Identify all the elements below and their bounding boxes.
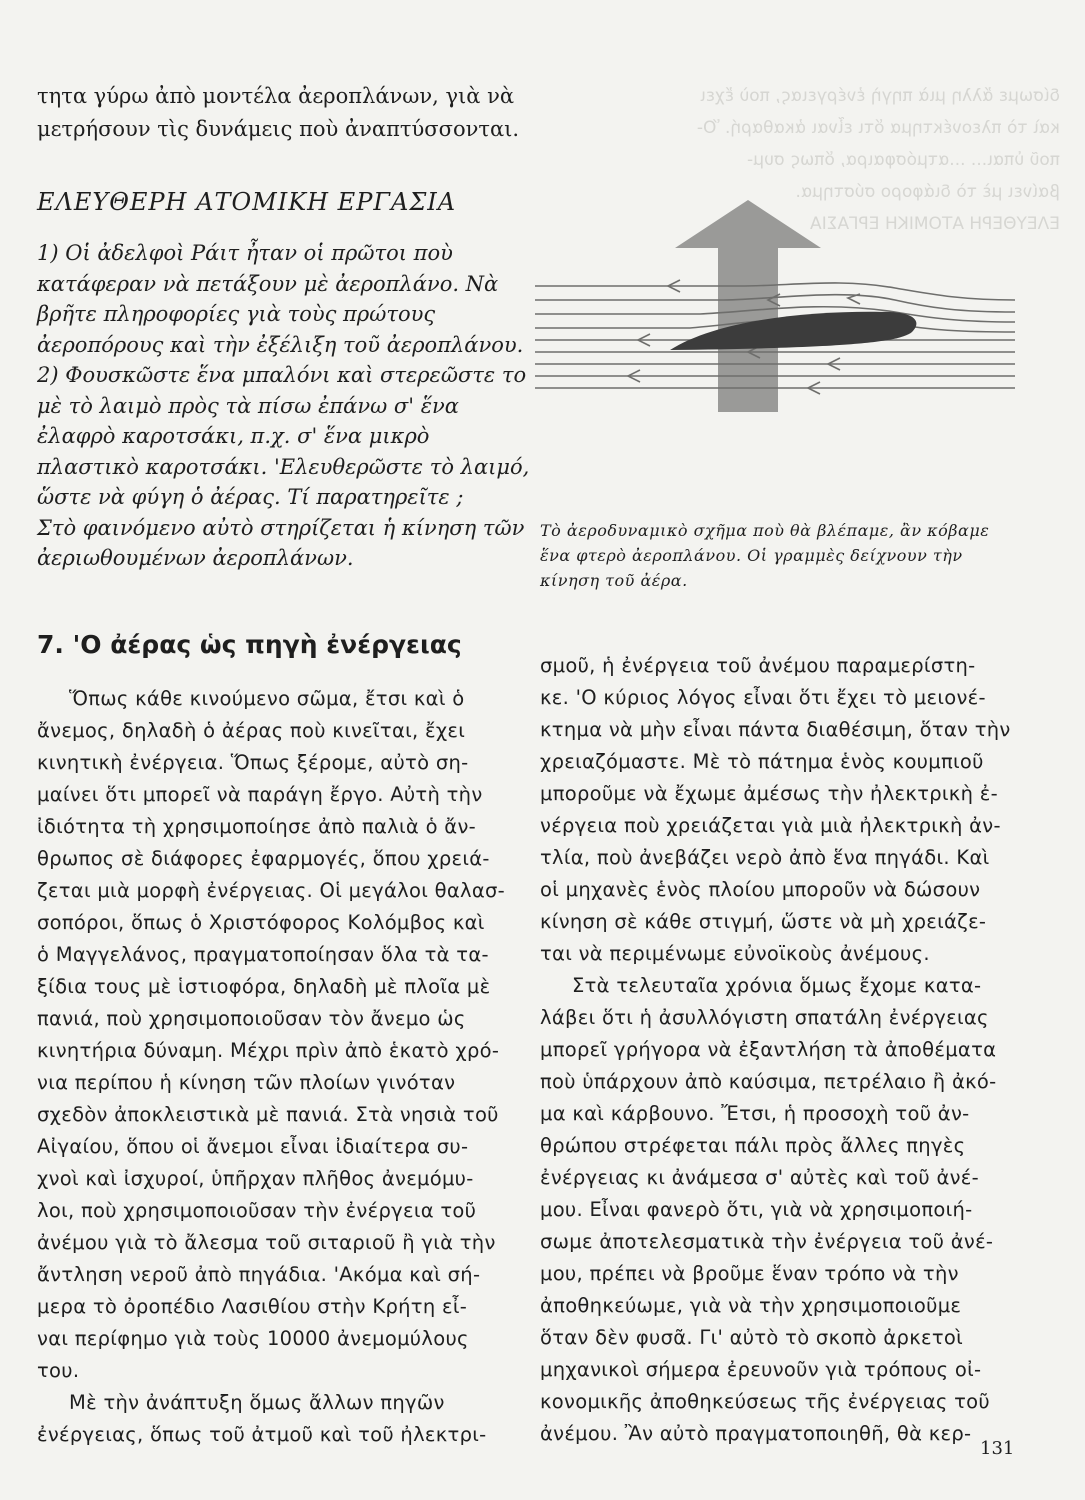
exercise-line: ἐλαφρὸ καροτσάκι, π.χ. σ' ἕνα μικρὸ: [37, 424, 430, 448]
body-line: κε. 'Ο κύριος λόγος εἶναι ὅτι ἔχει τὸ μειονέ-: [540, 686, 986, 709]
body-line: σοπόροι, ὅπως ὁ Χριστόφορος Κολόμβος καὶ: [37, 911, 485, 934]
body-line: μου. Εἶναι φανερὸ ὅτι, γιὰ νὰ χρησιμοποιή-: [540, 1198, 973, 1221]
body-line: ναι περίφημο γιὰ τοὺς 10000 ἀνεμομύλους: [37, 1327, 469, 1350]
exercise-line: ἀεριωθουμένων ἀεροπλάνων.: [37, 546, 354, 570]
body-line: μα καὶ κάρβουνο. Ἔτσι, ἡ προσοχὴ τοῦ ἀν-: [540, 1102, 970, 1125]
body-line: Στὰ τελευταῖα χρόνια ὅμως ἔχομε κατα-: [572, 974, 982, 997]
body-line: ἀνέμου γιὰ τὸ ἄλεσμα τοῦ σιταριοῦ ἢ γιὰ τὴν: [37, 1231, 496, 1254]
caption-line: κίνηση τοῦ ἀέρα.: [540, 571, 688, 590]
body-line: σμοῦ, ἡ ἐνέργεια τοῦ ἀνέμου παραμερίστη-: [540, 654, 976, 677]
body-line: σχεδὸν ἀποκλειστικὰ μὲ πανιά. Στὰ νησιὰ τοῦ: [37, 1103, 499, 1126]
exercise-line: βρῆτε πληροφορίες γιὰ τοὺς πρώτους: [37, 302, 436, 326]
body-line: ται νὰ περιμένωμε εὐνοϊκοὺς ἀνέμους.: [540, 942, 930, 965]
body-line: λοι, ποὺ χρησιμοποιοῦσαν τὴν ἐνέργεια τοῦ: [37, 1199, 477, 1222]
body-line: κινητήρια δύναμη. Μέχρι πρὶν ἀπὸ ἑκατὸ χρό-: [37, 1039, 500, 1062]
body-line: θρωπος σὲ διάφορες ἐφαρμογές, ὅπου χρειά-: [37, 847, 490, 870]
body-line: μπορεῖ γρήγορα νὰ ἐξαντλήση τὰ ἀποθέματα: [540, 1038, 997, 1061]
airfoil-figure: [520, 200, 1020, 440]
exercise-line: πλαστικὸ καροτσάκι. 'Ελευθερῶστε τὸ λαιμό,: [37, 454, 530, 479]
body-line: κονομικῆς ἀποθηκεύσεως τῆς ἐνέργειας τοῦ: [540, 1390, 990, 1413]
body-line: ἐνέργειας κι ἀνάμεσα σ' αὐτὲς καὶ τοῦ ἀνέ-: [540, 1166, 979, 1189]
exercise-line: Στὸ φαινόμενο αὐτὸ στηρίζεται ἡ κίνηση τῶν: [37, 515, 525, 540]
bleed-line: βαίνει μὲ τὸ διάφορο σύστημα.: [795, 182, 1060, 202]
figure-caption: [540, 518, 1010, 593]
body-line: ξίδια τους μὲ ἱστιοφόρα, δηλαδὴ μὲ πλοῖα μὲ: [37, 975, 491, 998]
body-line: ἰδιότητα τὴ χρησιμοποίησε ἀπὸ παλιὰ ὁ ἄν-: [37, 815, 476, 838]
body-line: μερα τὸ ὀροπέδιο Λασιθίου στὴν Κρήτη εἶ-: [37, 1295, 468, 1318]
exercise-line: ἀεροπόρους καὶ τὴν ἐξέλιξη τοῦ ἀεροπλάνου.: [37, 332, 524, 357]
body-line: χρειαζόμαστε. Μὲ τὸ πάτημα ἑνὸς κουμπιοῦ: [540, 750, 984, 773]
body-line: ζεται μιὰ μορφὴ ἐνέργειας. Οἱ μεγάλοι θαλασ-: [37, 879, 505, 902]
body-line: μαίνει ὅτι μπορεῖ νὰ παράγη ἔργο. Αὐτὴ τὴν: [37, 783, 483, 806]
intro-line: μετρήσουν τὶς δυνάμεις ποὺ ἀναπτύσσονται.: [37, 117, 520, 141]
body-line: μου, πρέπει νὰ βροῦμε ἕναν τρόπο νὰ τὴν: [540, 1262, 959, 1285]
body-line: χνοὶ καὶ ἰσχυροί, ὑπῆρχαν πλῆθος ἀνεμόμυ-: [37, 1167, 474, 1190]
exercise-line: ὥστε νὰ φύγη ὁ ἀέρας. Τί παρατηρεῖτε ;: [37, 485, 464, 509]
body-line: κτημα νὰ μὴν εἶναι πάντα διαθέσιμη, ὅταν τὴν: [540, 718, 1011, 741]
lift-arrow: [675, 200, 821, 412]
exercise-title: ΕΛΕΥΘΕΡΗ ΑΤΟΜΙΚΗ ΕΡΓΑΣΙΑ: [37, 188, 457, 216]
body-line: Ὅπως κάθε κινούμενο σῶμα, ἔτσι καὶ ὁ: [69, 687, 465, 710]
body-line: θρώπου στρέφεται πάλι πρὸς ἄλλες πηγὲς: [540, 1134, 966, 1157]
body-line: οἱ μηχανὲς ἑνὸς πλοίου μποροῦν νὰ δώσουν: [540, 878, 981, 901]
body-line: μποροῦμε νὰ ἔχωμε ἀμέσως τὴν ἠλεκτρικὴ ἐ-: [540, 782, 998, 805]
body-line: τλία, ποὺ ἀνεβάζει νερὸ ἀπὸ ἕνα πηγάδι. Καὶ: [540, 846, 990, 869]
body-line: κινητικὴ ἐνέργεια. Ὅπως ξέρομε, αὐτὸ ση-: [37, 751, 469, 774]
body-line: ὅταν δὲν φυσᾶ. Γι' αὐτὸ τὸ σκοπὸ ἀρκετοὶ: [540, 1326, 964, 1349]
bleed-line: καὶ τὸ πλεονέκτημα ὅτι εἶναι ἀκαθαρή. Ὅ-: [696, 118, 1060, 138]
body-line: μηχανικοὶ σήμερα ἐρευνοῦν γιὰ τρόπους οἰ-: [540, 1358, 982, 1381]
exercise-body: [37, 238, 530, 574]
intro-line: τητα γύρω ἀπὸ μοντέλα ἀεροπλάνων, γιὰ νὰ: [37, 84, 515, 108]
section-heading: 7. 'Ο ἀέρας ὡς πηγὴ ἐνέργειας: [37, 630, 462, 659]
exercise-line: 2) Φουσκῶστε ἕνα μπαλόνι καὶ στερεῶστε το: [37, 363, 527, 387]
body-column-right: [540, 650, 1010, 1450]
body-line: κίνηση σὲ κάθε στιγμή, ὥστε νὰ μὴ χρειάζε-: [540, 910, 987, 933]
body-line: Μὲ τὴν ἀνάπτυξη ὅμως ἄλλων πηγῶν: [69, 1391, 445, 1414]
exercise-line: κατάφεραν νὰ πετάξουν μὲ ἀεροπλάνο. Νὰ: [37, 271, 499, 296]
body-line: ἄντληση νεροῦ ἀπὸ πηγάδια. 'Ακόμα καὶ σή-: [37, 1263, 481, 1286]
body-line: πανιά, ποὺ χρησιμοποιοῦσαν τὸν ἄνεμο ὡς: [37, 1007, 466, 1030]
body-line: Αἰγαίου, ὅπου οἱ ἄνεμοι εἶναι ἰδιαίτερα συ-: [37, 1135, 469, 1158]
body-line: λάβει ὅτι ἡ ἀσυλλόγιστη σπατάλη ἐνέργειας: [540, 1006, 989, 1029]
wing-cross-section: [670, 312, 916, 350]
page-number: 131: [980, 1438, 1015, 1459]
body-line: ἐνέργειας, ὅπως τοῦ ἀτμοῦ καὶ τοῦ ἠλεκτρι-: [37, 1423, 487, 1446]
body-line: νια περίπου ἡ κίνηση τῶν πλοίων γινόταν: [37, 1071, 456, 1094]
caption-line: Τὸ ἀεροδυναμικὸ σχῆμα ποὺ θὰ βλέπαμε, ἂν κόβαμε: [540, 521, 990, 540]
body-line: νέργεια ποὺ χρειάζεται γιὰ μιὰ ἠλεκτρικὴ ἀν-: [540, 814, 1001, 837]
body-line: ἀποθηκεύωμε, γιὰ νὰ τὴν χρησιμοποιοῦμε: [540, 1294, 962, 1317]
body-line: του.: [37, 1359, 80, 1382]
bleed-line: ΕΛΕΥΘΕΡΗ ΑΤΟΜΙΚΗ ΕΡΓΑΣΙΑ: [810, 214, 1060, 234]
body-column-left: [37, 683, 505, 1451]
exercise-line: μὲ τὸ λαιμὸ πρὸς τὰ πίσω ἐπάνω σ' ἕνα: [37, 393, 459, 418]
intro-text: [37, 80, 520, 146]
body-line: σωμε ἀποτελεσματικὰ τὴν ἐνέργεια τοῦ ἀνέ-: [540, 1230, 994, 1253]
airfoil-diagram: [520, 200, 1020, 440]
bleed-line: δίσωμε ἄλλη μιὰ πηγὴ ἐνέργειας, ποὺ ἔχει: [700, 86, 1060, 106]
body-line: ποὺ ὑπάρχουν ἀπὸ καύσιμα, πετρέλαιο ἢ ἀκό-: [540, 1070, 997, 1093]
body-line: ὁ Μαγγελάνος, πραγματοποίησαν ὅλα τὰ τα-: [37, 943, 489, 966]
exercise-line: 1) Οἱ ἀδελφοὶ Ράιτ ἦταν οἱ πρῶτοι ποὺ: [37, 241, 453, 265]
body-line: ἄνεμος, δηλαδὴ ὁ ἀέρας ποὺ κινεῖται, ἔχει: [37, 719, 466, 742]
bleed-line: ποῦ ὑπαι... ...ατμόσφαιρα, ὅπως συμ-: [747, 150, 1060, 170]
body-line: ἀνέμου. Ἂν αὐτὸ πραγματοποιηθῆ, θὰ κερ-: [540, 1422, 972, 1445]
caption-line: ἕνα φτερὸ ἀεροπλάνου. Οἱ γραμμὲς δείχνουν τὴν: [540, 546, 963, 565]
